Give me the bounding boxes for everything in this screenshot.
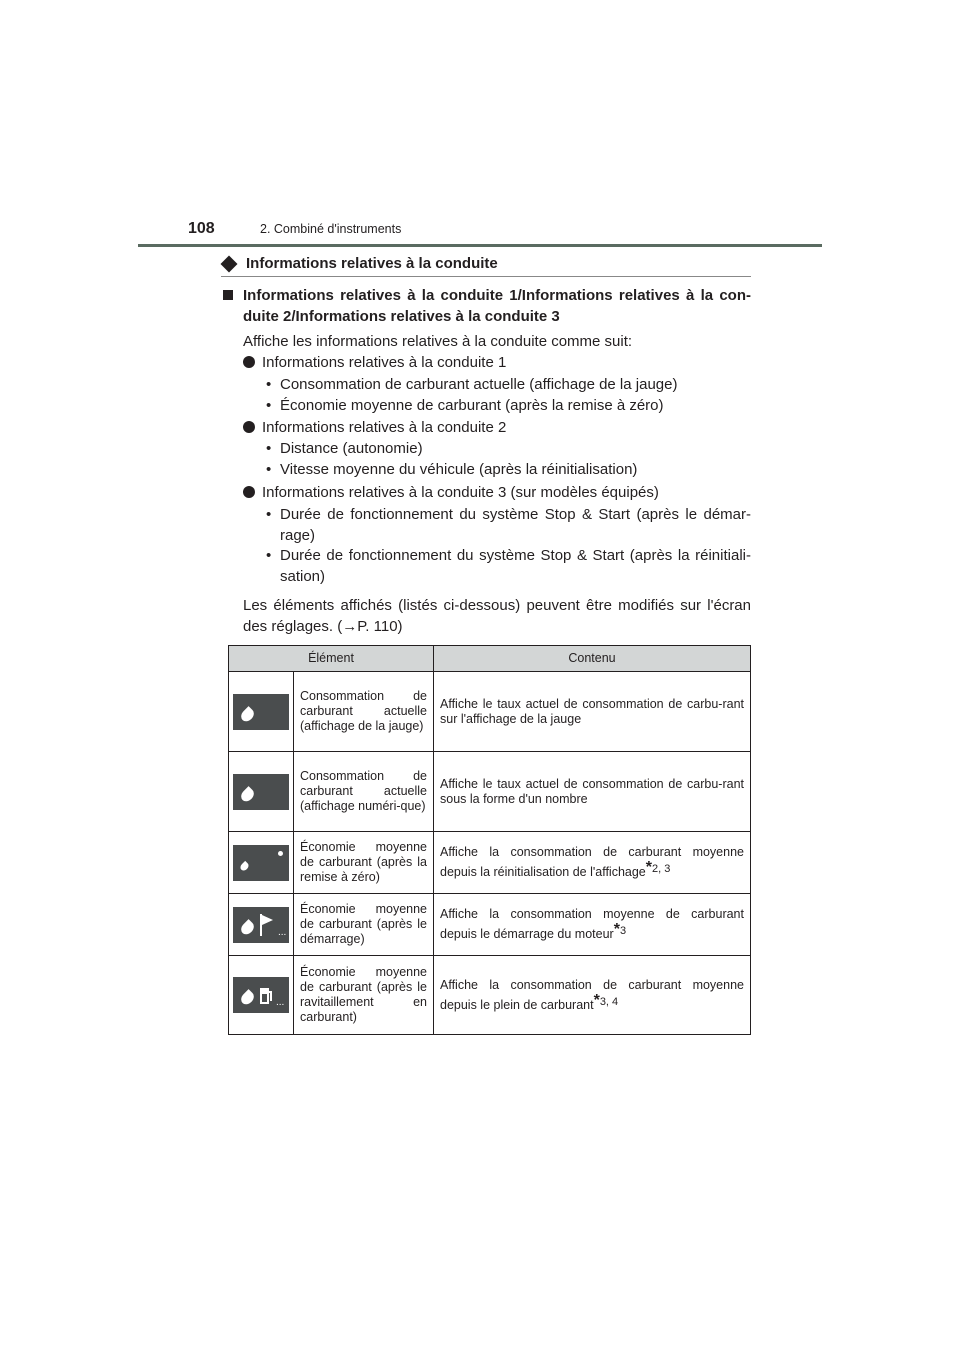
chapter-title: 2. Combiné d'instruments <box>260 222 402 236</box>
footnote-numbers: 3, 4 <box>599 995 619 1008</box>
footnote-star: * <box>613 921 620 938</box>
group-2-label: Informations relatives à la conduite 2 <box>262 419 507 436</box>
element-description <box>434 894 751 956</box>
element-name-text: Consommation de carburant actuelle (affichage de la jauge) <box>300 689 427 733</box>
circle-bullet-icon <box>243 486 255 498</box>
fuel-drop-flag-icon: ... <box>233 907 289 943</box>
circle-bullet-icon <box>243 356 255 368</box>
fuel-drop-pump-icon: ... <box>233 977 289 1013</box>
section-title: Informations relatives à la conduite <box>246 255 498 272</box>
section-rule <box>221 276 751 277</box>
table-row <box>229 832 751 894</box>
table-row <box>229 672 751 752</box>
list-item <box>266 545 751 587</box>
element-name <box>294 672 434 752</box>
list-item <box>266 374 751 395</box>
reference-text: Les éléments affichés (listés ci-dessous) peuvent être modifiés sur l'écran des réglages. (→P. 110) <box>243 597 751 635</box>
section-heading <box>221 255 498 272</box>
header-contenu: Contenu <box>434 646 751 672</box>
description-text: Affiche la consommation moyenne de carburant depuis le démarrage du moteur <box>440 907 744 941</box>
table-row <box>229 894 751 956</box>
icon-cell <box>229 894 294 956</box>
table-header-row <box>229 646 751 672</box>
list-item-text: Économie moyenne de carburant (après la remise à zéro) <box>280 397 664 414</box>
footnote-star: * <box>645 859 652 876</box>
footnote-ref <box>645 859 671 876</box>
subsection-heading <box>223 285 751 327</box>
group-1-label: Informations relatives à la conduite 1 <box>262 354 507 371</box>
fuel-drop-icon <box>233 774 289 810</box>
bullet-marker: • <box>266 547 272 564</box>
fuel-drop-icon <box>233 694 289 730</box>
subsection-title: Informations relatives à la conduite 1/Informations relatives à la con-duite 2/Informations relatives à la conduite 3 <box>243 287 751 325</box>
list-item-text: Consommation de carburant actuelle (affichage de la jauge) <box>280 376 678 393</box>
footnote-ref <box>613 921 627 938</box>
table-row <box>229 752 751 832</box>
footnote-numbers: 2, 3 <box>652 863 671 875</box>
square-bullet-icon <box>223 290 233 300</box>
list-item <box>266 395 751 416</box>
list-item-text: Vitesse moyenne du véhicule (après la réinitialisation) <box>280 461 638 478</box>
list-item <box>266 459 751 480</box>
element-name-text: Économie moyenne de carburant (après le démarrage) <box>300 902 427 946</box>
element-description: Affiche le taux actuel de consommation de carbu-rant sur l'affichage de la jauge <box>434 672 751 752</box>
group-3 <box>243 482 751 503</box>
element-description <box>434 956 751 1035</box>
element-name-text: Économie moyenne de carburant (après le ravitaillement en carburant) <box>300 965 427 1024</box>
list-item-text: Durée de fonctionnement du système Stop & Start (après le démar-rage) <box>280 506 751 544</box>
table-row <box>229 956 751 1035</box>
header-rule <box>138 244 822 247</box>
list-item-text: Distance (autonomie) <box>280 440 423 457</box>
group-3-label: Informations relatives à la conduite 3 (sur modèles équipés) <box>262 484 659 501</box>
bullet-marker: • <box>266 461 272 478</box>
group-2 <box>243 417 751 438</box>
element-name <box>294 752 434 832</box>
element-name <box>294 956 434 1035</box>
list-item <box>266 438 751 459</box>
list-item <box>266 504 751 546</box>
fuel-drop-reset-icon <box>233 845 289 881</box>
icon-cell <box>229 672 294 752</box>
list-item-text: Durée de fonctionnement du système Stop & Start (après la réinitiali-sation) <box>280 547 751 585</box>
page-number: 108 <box>188 220 215 237</box>
icon-cell <box>229 832 294 894</box>
info-table <box>228 645 751 1035</box>
footnote-star: * <box>593 991 600 1009</box>
element-name <box>294 894 434 956</box>
element-description <box>434 832 751 894</box>
group-1 <box>243 352 751 373</box>
element-description: Affiche le taux actuel de consommation de carbu-rant sous la forme d'un nombre <box>434 752 751 832</box>
element-name-text: Économie moyenne de carburant (après la remise à zéro) <box>300 840 427 884</box>
intro-text: Affiche les informations relatives à la conduite comme suit: <box>243 333 633 350</box>
bullet-marker: • <box>266 397 272 414</box>
footnote-ref <box>593 991 619 1009</box>
bullet-marker: • <box>266 506 272 523</box>
element-name-text: Consommation de carburant actuelle (affichage numéri-que) <box>300 769 427 813</box>
header-element: Élément <box>229 646 434 672</box>
diamond-bullet-icon <box>221 255 238 272</box>
element-name <box>294 832 434 894</box>
circle-bullet-icon <box>243 421 255 433</box>
icon-cell <box>229 752 294 832</box>
bullet-marker: • <box>266 376 272 393</box>
bullet-marker: • <box>266 440 272 457</box>
description-text: Affiche la consommation de carburant moyenne depuis la réinitialisation de l'affichage <box>440 845 744 879</box>
icon-cell <box>229 956 294 1035</box>
footnote-numbers: 3 <box>619 925 627 937</box>
description-text: Affiche la consommation de carburant moyenne depuis le plein de carburant <box>440 977 744 1012</box>
